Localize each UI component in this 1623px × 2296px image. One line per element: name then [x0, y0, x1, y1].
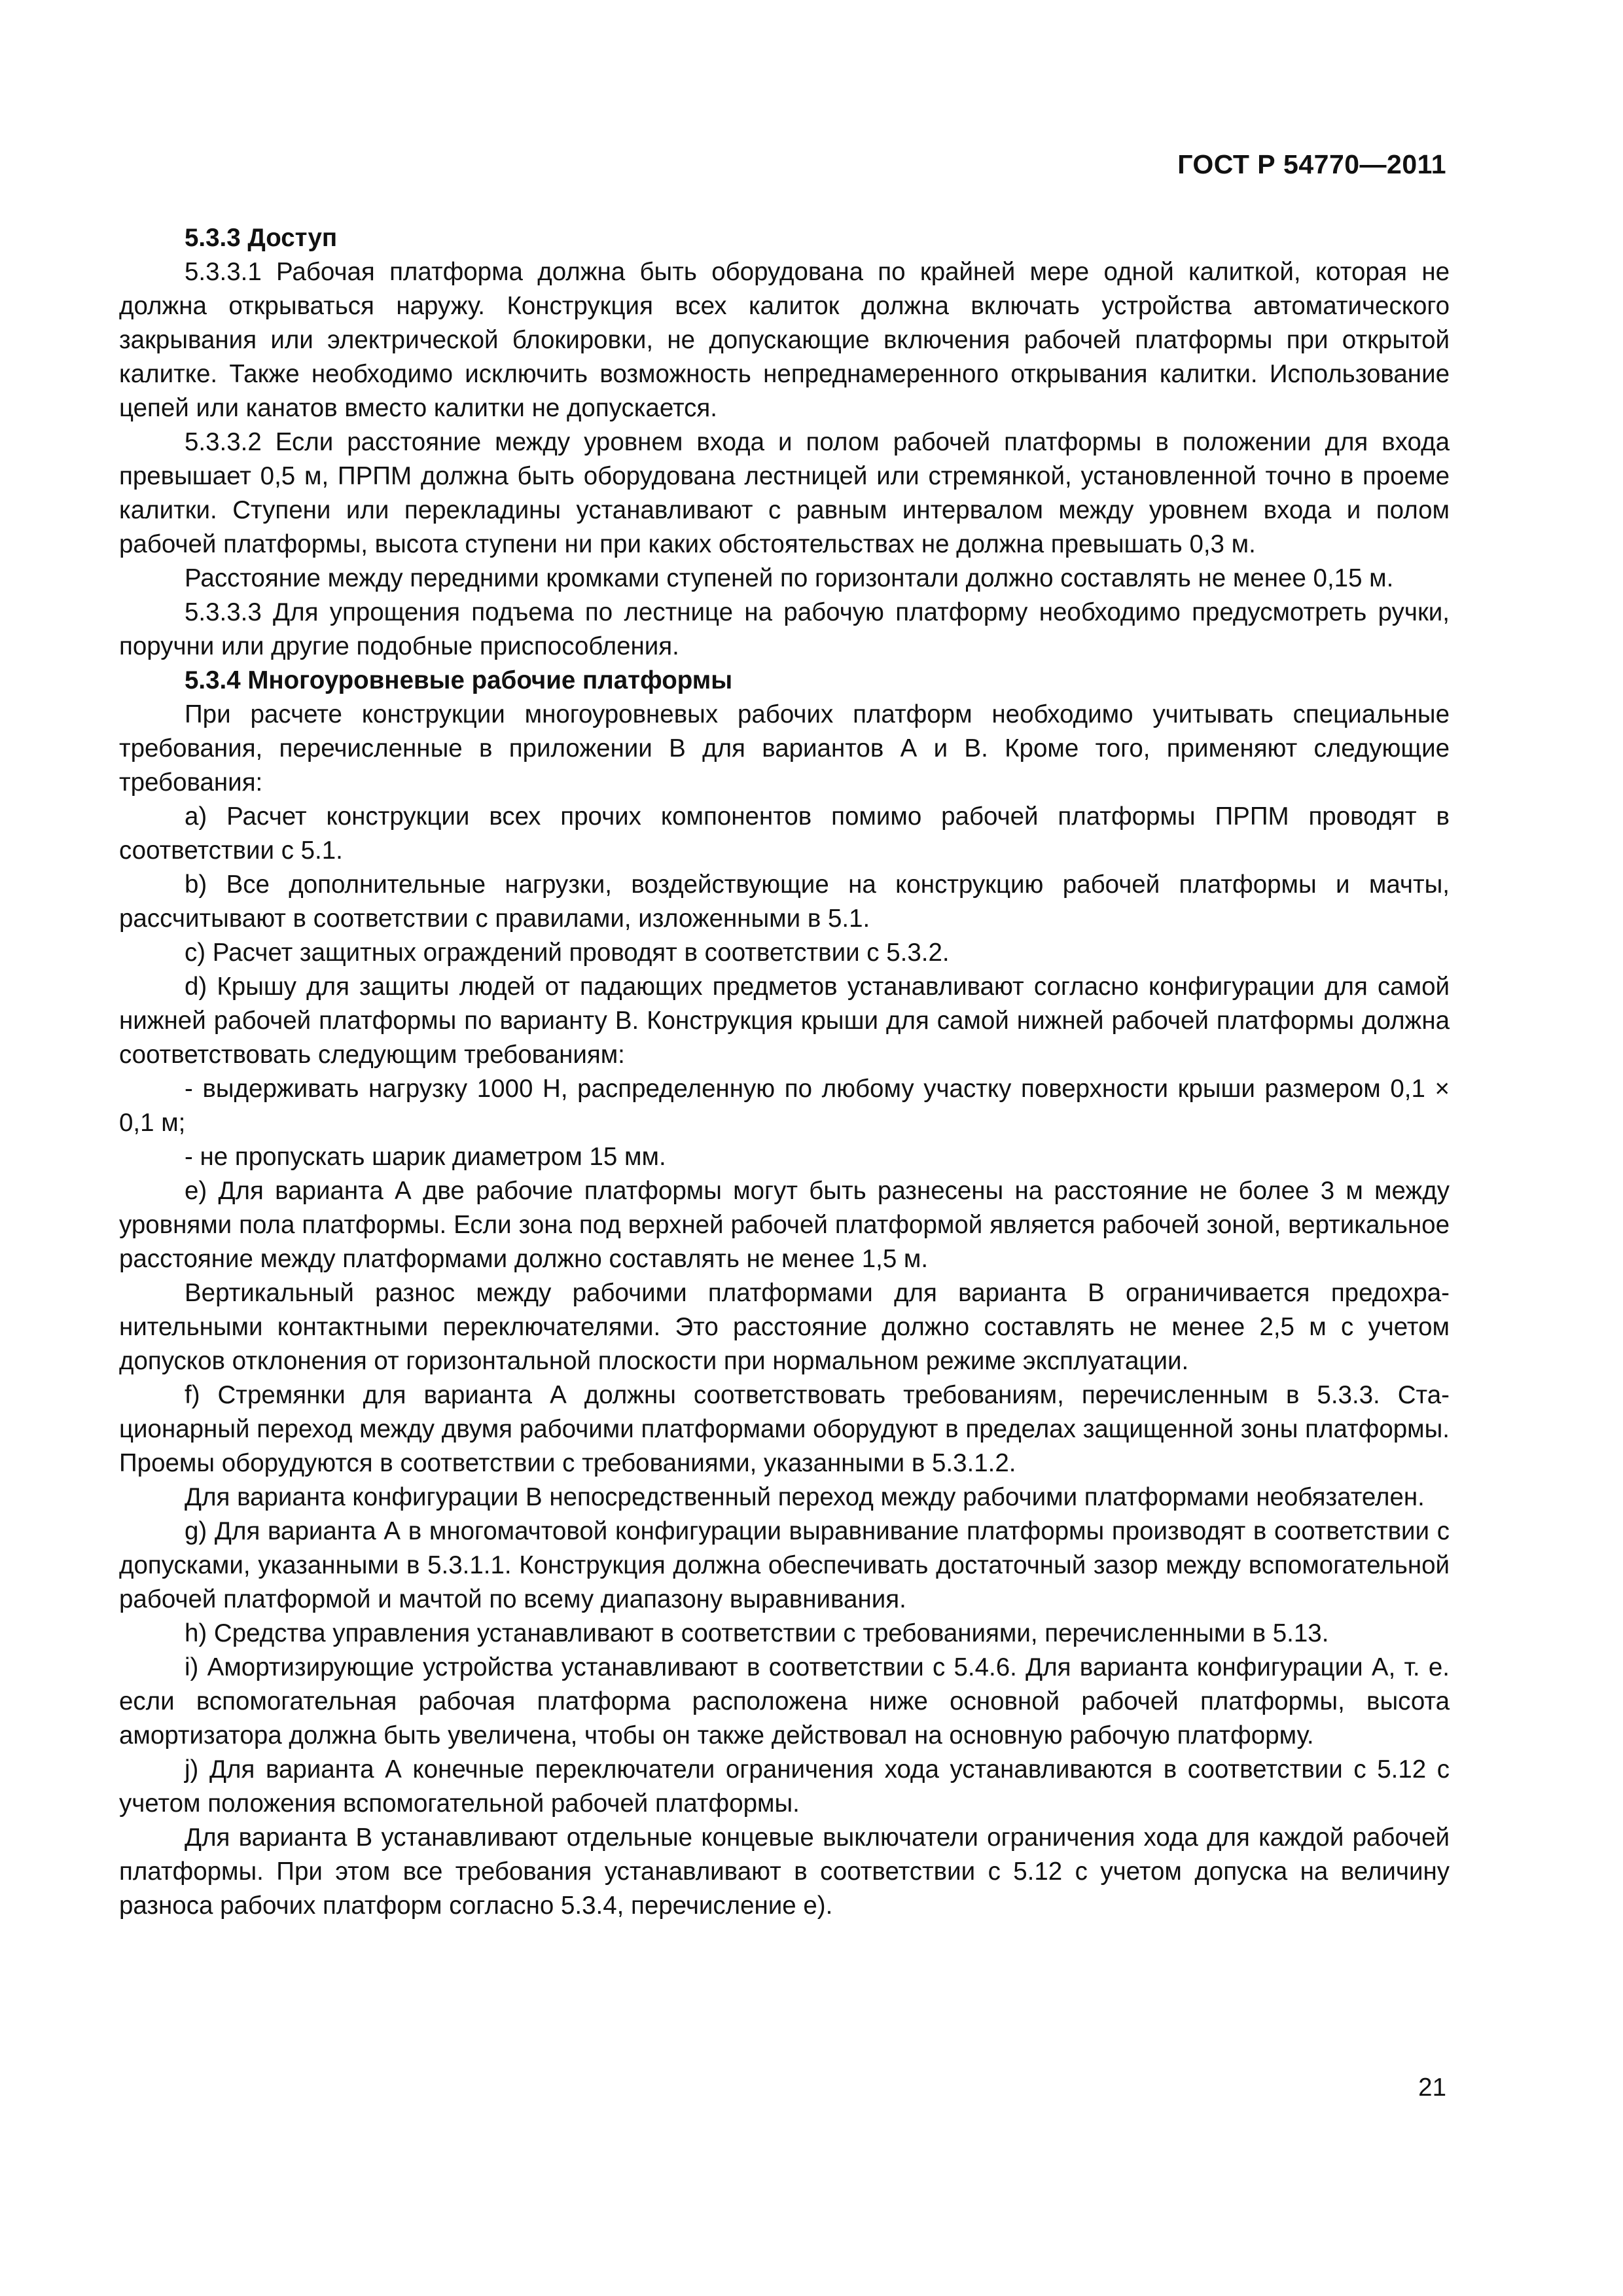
paragraph: е) Для варианта А две рабочие платформы могут быть разнесены на расстояние не более 3 м между уровнями пола платформы. Если зона под верхней рабочей платформой является рабочей зоной, вертикальное расстояние между платформами должно составлять не менее 1,5 м. — [119, 1177, 1450, 1273]
paragraph: 5.3.3.3 Для упрощения подъема по лестнице на рабочую платформу необходимо предусмотреть ручки, поручни или другие подобные приспособления. — [119, 598, 1450, 660]
paragraph: i) Амортизирующие устройства устанавливают в соответствии с 5.4.6. Для варианта конфигурации А, т. е. если вспомогательная рабочая платформа расположена ниже основной рабочей платформы, высота амортизатора должна быть увеличена, чтобы он также действовал на основную рабочую платформу. — [119, 1653, 1450, 1749]
paragraph: - выдерживать нагрузку 1000 Н, распределенную по любому участку поверхности крыши размером 0,1 × 0,1 м; — [119, 1075, 1450, 1137]
paragraph: j) Для варианта А конечные переключатели ограничения хода устанавливаются в соответствии с 5.12 с учетом положения вспомогательной рабочей платформы. — [119, 1755, 1450, 1818]
paragraph: - не пропускать шарик диаметром 15 мм. — [185, 1143, 666, 1171]
paragraph: с) Расчет защитных ограждений проводят в соответствии с 5.3.2. — [185, 939, 950, 967]
paragraph: 5.3.3.1 Рабочая платформа должна быть оборудована по крайней мере одной калиткой, которая не должна открываться наружу. Конструкция всех калиток должна включать устройства автоматического закрывания или электрической блокировки, не допускающие включения рабочей платформы при открытой калитке. Также необходимо исключить возможность непреднамеренного открывания калитки. Использование цепей или канатов вместо калитки не допускается. — [119, 258, 1450, 422]
paragraph: b) Все дополнительные нагрузки, воздействующие на конструкцию рабочей платформы и мачты, рассчитывают в соответствии с правилами, изложенными в 5.1. — [119, 870, 1450, 933]
section-heading: 5.3.4 Многоуровневые рабочие платформы — [185, 666, 733, 694]
paragraph: Расстояние между передними кромками ступеней по горизонтали должно составлять не менее 0,15 м. — [185, 564, 1394, 592]
paragraph: При расчете конструкции многоуровневых рабочих платформ необходимо учитывать специальные требования, перечисленные в приложении В для вариантов А и В. Кроме того, применяют следующие требования: — [119, 700, 1450, 797]
document-body — [119, 221, 1450, 1923]
page-number: 21 — [1418, 2073, 1446, 2102]
paragraph: Вертикальный разнос между рабочими платформами для варианта В ограничивается предохранительными контактными переключателями. Это расстояние должно составлять не менее 2,5 м с учетом допусков отклонения от горизонтальной плоскости при нормальном режиме эксплуатации. — [119, 1279, 1450, 1375]
paragraph: h) Средства управления устанавливают в соответствии с требованиями, перечисленными в 5.13. — [185, 1619, 1329, 1647]
paragraph: а) Расчет конструкции всех прочих компонентов помимо рабочей платформы ПРПМ проводят в соответствии с 5.1. — [119, 802, 1450, 865]
paragraph: Для варианта конфигурации В непосредственный переход между рабочими платформами необязателен. — [185, 1483, 1425, 1511]
paragraph: d) Крышу для защиты людей от падающих предметов устанавливают согласно конфигурации для самой нижней рабочей платформы по варианту В. Конструкция крыши для самой нижней рабочей платформы должна соответствовать следующим требованиям: — [119, 973, 1450, 1069]
section-heading: 5.3.3 Доступ — [185, 224, 338, 252]
document-code-header: ГОСТ Р 54770—2011 — [1177, 149, 1446, 179]
paragraph: 5.3.3.2 Если расстояние между уровнем входа и полом рабочей платформы в положении для входа превышает 0,5 м, ПРПМ должна быть оборудована лестницей или стремянкой, установленной точно в проеме калитки. Ступени или перекладины устанавливают с равным интервалом между уровнем входа и полом рабочей платформы, высота ступени ни при каких обстоятельствах не должна превышать 0,3 м. — [119, 428, 1450, 558]
paragraph: f) Стремянки для варианта А должны соответствовать требованиям, перечисленным в 5.3.3. Стационарный переход между двумя рабочими платформами оборудуют в пределах защищенной зоны платформы. Проемы оборудуются в соответствии с требованиями, указанными в 5.3.1.2. — [119, 1381, 1450, 1477]
paragraph: g) Для варианта А в многомачтовой конфигурации выравнивание платформы производят в соответствии с допусками, указанными в 5.3.1.1. Конструкция должна обеспечивать достаточный зазор между вспомогательной рабочей платформой и мачтой по всему диапазону выравнивания. — [119, 1517, 1450, 1613]
paragraph: Для варианта В устанавливают отдельные концевые выключатели ограничения хода для каждой рабочей платформы. При этом все требования устанавливают в соответствии с 5.12 с учетом допуска на величину разноса рабочих платформ согласно 5.3.4, перечисление е). — [119, 1823, 1450, 1920]
